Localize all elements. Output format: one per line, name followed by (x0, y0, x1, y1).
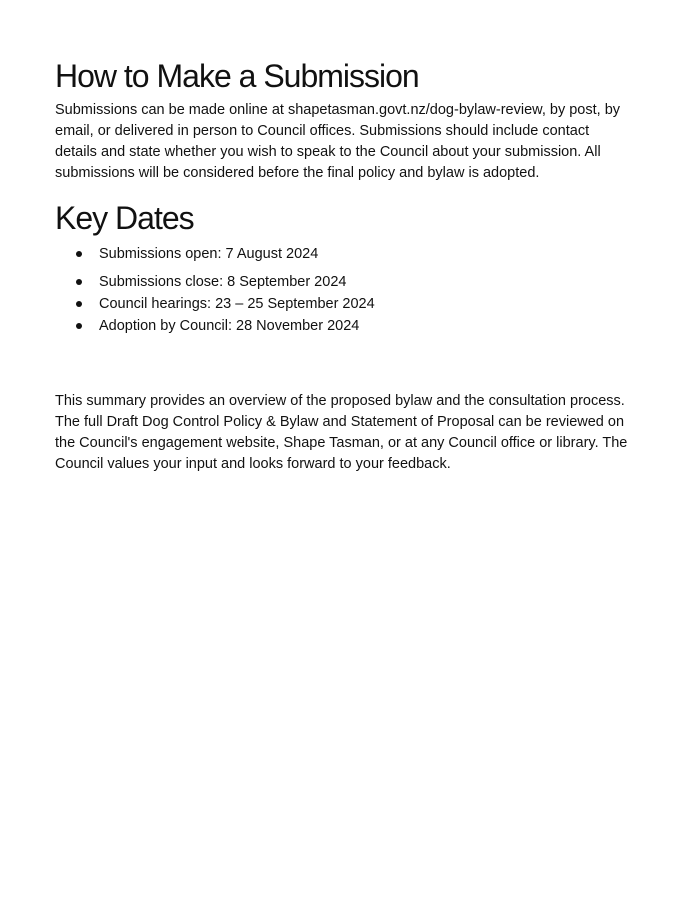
list-item (55, 293, 375, 315)
bullet-icon (76, 301, 82, 307)
list-item (55, 243, 375, 265)
list-item-text: Council hearings: 23 – 25 September 2024 (99, 296, 375, 312)
list-item (55, 271, 375, 293)
key-dates-list (55, 243, 375, 337)
summary-paragraph: This summary provides an overview of the proposed bylaw and the consultation process. The full Draft Dog Control Policy & Bylaw and Statement of Proposal can be reviewed on the Council's engagement website, Shape Tasman, or at any Council office or library. The Council values your input and looks forward to your feedback. (55, 393, 628, 472)
submission-paragraph: Submissions can be made online at shapetasman.govt.nz/dog-bylaw-review, by post, by email, or delivered in person to Council offices. Submissions should include contact details and state whether you wish to speak to the Council about your submission. All submissions will be considered before the final policy and bylaw is adopted. (55, 102, 621, 181)
key-dates-heading: Key Dates (55, 200, 194, 236)
list-item-text: Submissions open: 7 August 2024 (99, 246, 319, 262)
bullet-icon (76, 279, 82, 285)
bullet-icon (76, 251, 82, 257)
submission-heading: How to Make a Submission (55, 58, 419, 94)
list-item (55, 315, 375, 337)
list-item-text: Submissions close: 8 September 2024 (99, 274, 347, 290)
list-item-text: Adoption by Council: 28 November 2024 (99, 318, 360, 334)
bullet-icon (76, 323, 82, 329)
